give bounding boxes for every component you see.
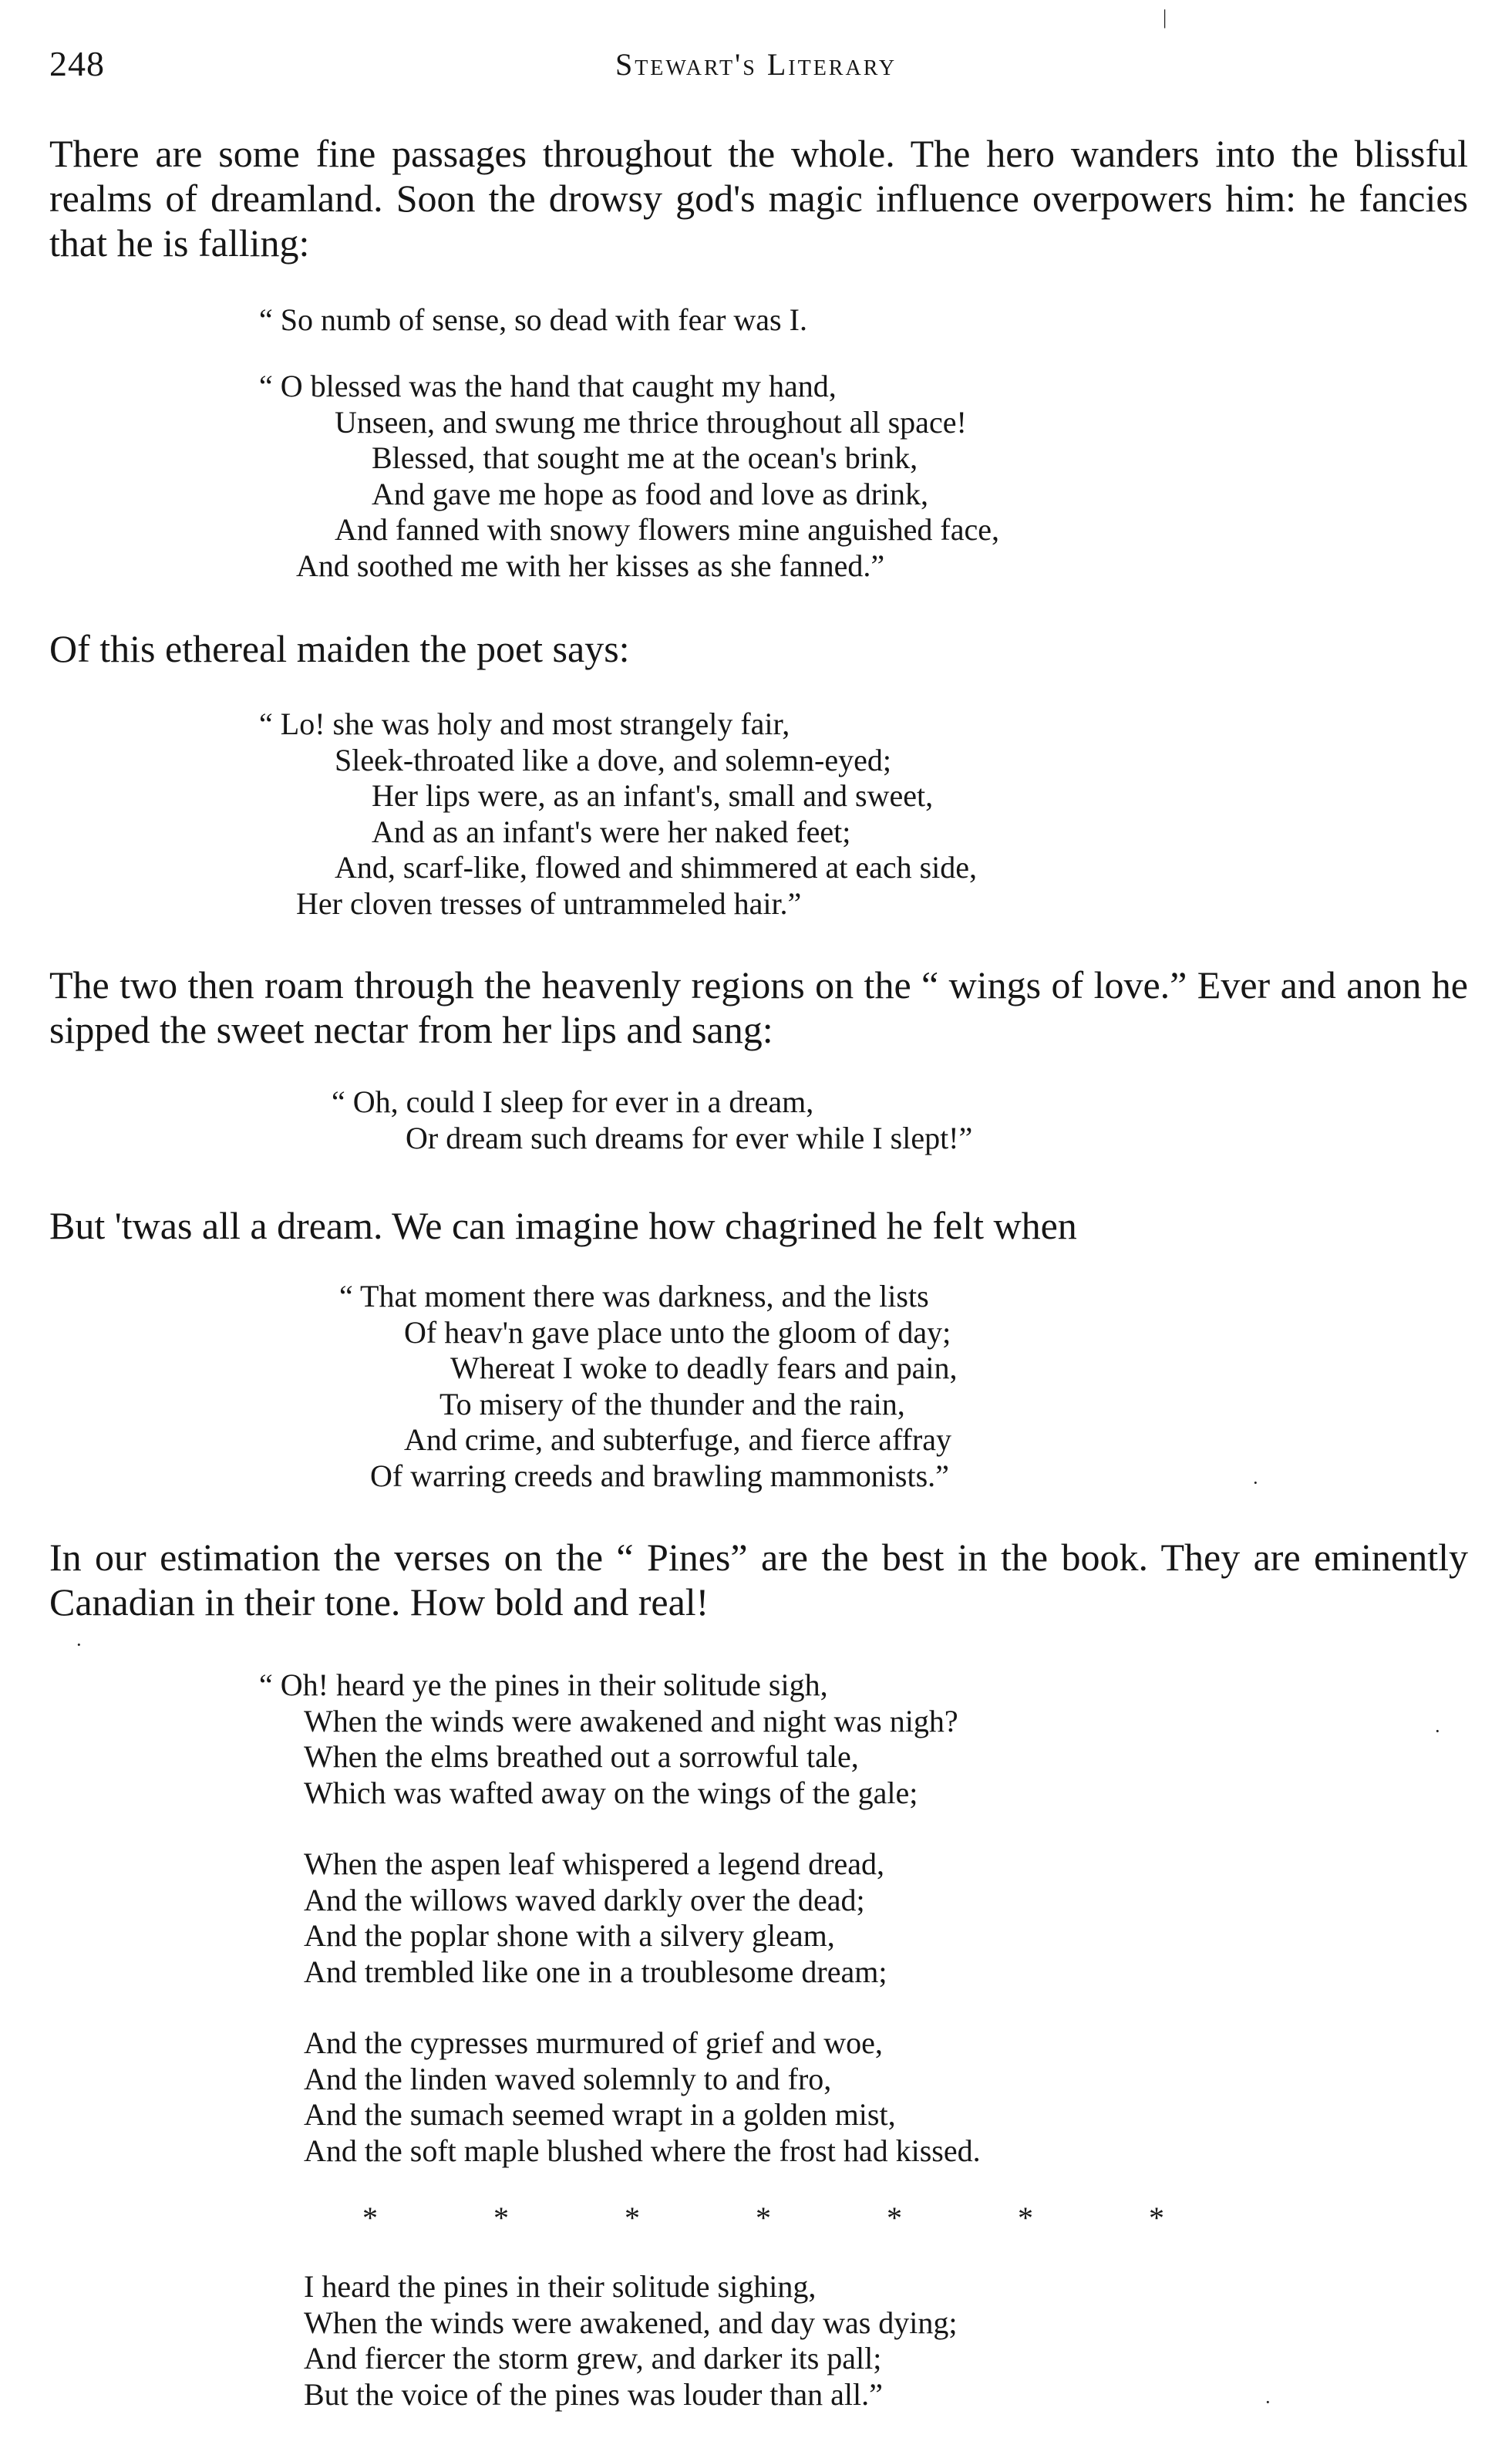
verse-line: When the winds were awakened and night was nigh? xyxy=(304,1703,958,1738)
verse-line: Or dream such dreams for ever while I slept!” xyxy=(406,1120,973,1155)
poem-stanza xyxy=(259,302,807,339)
verse-line: When the elms breathed out a sorrowful tale, xyxy=(304,1739,859,1774)
scan-speck: · xyxy=(1252,1472,1259,1494)
verse-line: “ O blessed was the hand that caught my hand, xyxy=(259,369,837,403)
verse-line: And as an infant's were her naked feet; xyxy=(372,814,851,849)
verse-line: Which was wafted away on the wings of the gale; xyxy=(304,1775,918,1810)
separator-asterisk: * xyxy=(1149,2200,1164,2235)
verse-line: And the sumach seemed wrapt in a golden mist, xyxy=(304,2097,896,2132)
prose-paragraph: There are some fine passages throughout the whole. The hero wanders into the blissful realms of dreamland. Soon the drowsy god's magic influence overpowers him: he fancies that he is falling: xyxy=(49,132,1468,265)
separator-asterisk: * xyxy=(887,2200,902,2235)
verse-line: To misery of the thunder and the rain, xyxy=(439,1386,905,1421)
prose-paragraph: The two then roam through the heavenly regions on the “ wings of love.” Ever and anon he sipped the sweet nectar from her lips and sang: xyxy=(49,963,1468,1051)
verse-line: Her lips were, as an infant's, small and sweet, xyxy=(372,778,934,813)
poem-stanza xyxy=(304,2025,981,2169)
poem-stanza xyxy=(332,1084,972,1156)
poem-stanza xyxy=(304,2269,958,2413)
verse-line: Of warring creeds and brawling mammonists.” xyxy=(370,1458,949,1493)
verse-line: When the aspen leaf whispered a legend dread, xyxy=(304,1846,884,1881)
scan-speck: · xyxy=(1264,2391,1271,2413)
prose-paragraph: Of this ethereal maiden the poet says: xyxy=(49,627,630,670)
poem-stanza xyxy=(339,1279,957,1494)
verse-line: And, scarf-like, flowed and shimmered at each side, xyxy=(335,850,978,885)
verse-line: And the linden waved solemnly to and fro, xyxy=(304,2061,832,2096)
verse-line: And gave me hope as food and love as drink, xyxy=(372,476,929,511)
prose-paragraph: In our estimation the verses on the “ Pines” are the best in the book. They are eminently Canadian in their tone. How bold and real! xyxy=(49,1536,1468,1624)
verse-line: And the cypresses murmured of grief and woe, xyxy=(304,2025,883,2060)
verse-line: “ Oh, could I sleep for ever in a dream, xyxy=(332,1084,814,1119)
verse-line: Of heav'n gave place unto the gloom of day; xyxy=(404,1314,951,1350)
scan-speck: · xyxy=(76,1634,83,1656)
separator-asterisk: * xyxy=(756,2200,771,2235)
verse-line: And fanned with snowy flowers mine anguished face, xyxy=(335,512,999,547)
verse-line: Her cloven tresses of untrammeled hair.” xyxy=(296,885,802,921)
poem-stanza xyxy=(259,369,999,584)
separator-asterisk: * xyxy=(625,2200,640,2235)
verse-line: Whereat I woke to deadly fears and pain, xyxy=(450,1351,958,1385)
prose-paragraph: But 'twas all a dream. We can imagine how chagrined he felt when xyxy=(49,1204,1077,1247)
verse-line: “ That moment there was darkness, and the lists xyxy=(339,1279,929,1313)
verse-line: “ Lo! she was holy and most strangely fair, xyxy=(259,706,790,741)
verse-line: And the willows waved darkly over the dead; xyxy=(304,1882,865,1917)
verse-line: Blessed, that sought me at the ocean's brink, xyxy=(372,440,918,475)
verse-line: And soothed me with her kisses as she fanned.” xyxy=(296,548,885,583)
scan-speck: | xyxy=(1163,6,1167,29)
separator-asterisk: * xyxy=(493,2200,509,2235)
verse-line: Unseen, and swung me thrice throughout all space! xyxy=(335,404,967,440)
poem-stanza xyxy=(304,1846,887,1990)
verse-line: “ Oh! heard ye the pines in their solitude sigh, xyxy=(259,1667,828,1702)
page-number: 248 xyxy=(49,44,105,83)
verse-line: “ So numb of sense, so dead with fear was I. xyxy=(259,302,807,337)
section-separator xyxy=(362,2200,1164,2236)
running-title: Stewart's Literary xyxy=(615,47,897,82)
verse-line: And trembled like one in a troublesome dream; xyxy=(304,1954,887,1989)
verse-line: Sleek-throated like a dove, and solemn-eyed; xyxy=(335,742,891,777)
verse-line: But the voice of the pines was louder than all.” xyxy=(304,2376,883,2412)
verse-line: And the poplar shone with a silvery gleam, xyxy=(304,1918,835,1953)
scan-speck: · xyxy=(1434,1720,1441,1742)
poem-stanza xyxy=(259,1667,958,1811)
verse-line: And crime, and subterfuge, and fierce affray xyxy=(404,1422,952,1457)
verse-line: When the winds were awakened, and day was dying; xyxy=(304,2305,958,2340)
verse-line: And the soft maple blushed where the frost had kissed. xyxy=(304,2133,981,2168)
poem-stanza xyxy=(259,706,977,922)
separator-asterisk: * xyxy=(362,2200,378,2235)
verse-line: And fiercer the storm grew, and darker its pall; xyxy=(304,2341,882,2376)
separator-asterisk: * xyxy=(1018,2200,1033,2235)
verse-line: I heard the pines in their solitude sighing, xyxy=(304,2269,817,2304)
